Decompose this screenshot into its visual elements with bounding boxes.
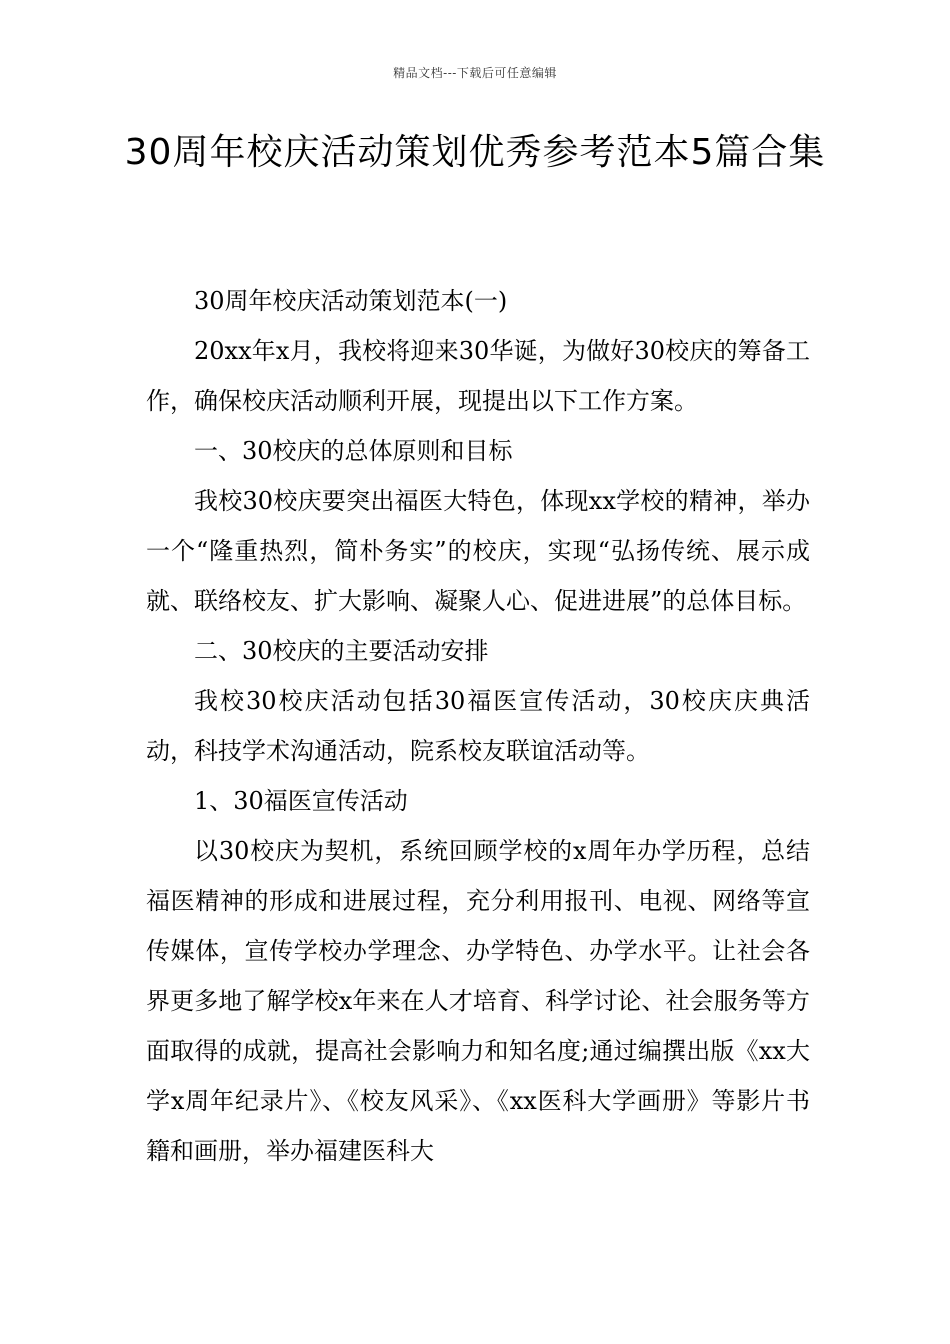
paragraph-section-heading: 30周年校庆活动策划范本(一): [194, 287, 508, 315]
document-body: [146, 276, 810, 1176]
paragraph: 我校30校庆要突出福医大特色，体现xx学校的精神，举办一个“隆重热烈，简朴务实”的校庆，实现“弘扬传统、展示成就、联络校友、扩大影响、凝聚人心、促进进展”的总体目标。: [146, 487, 810, 615]
paragraph: 20xx年x月，我校将迎来30华诞，为做好30校庆的筹备工作，确保校庆活动顺利开展，现提出以下工作方案。: [146, 337, 810, 415]
paragraph-heading: 二、30校庆的主要活动安排: [194, 637, 489, 665]
paragraph-heading: 一、30校庆的总体原则和目标: [194, 437, 513, 465]
paragraph: 我校30校庆活动包括30福医宣传活动，30校庆庆典活动，科技学术沟通活动，院系校友联谊活动等。: [146, 687, 810, 765]
paragraph: 以30校庆为契机，系统回顾学校的x周年办学历程，总结福医精神的形成和进展过程，充分利用报刊、电视、网络等宣传媒体，宣传学校办学理念、办学特色、办学水平。让社会各界更多地了解学校x年来在人才培育、科学讨论、社会服务等方面取得的成就，提高社会影响力和知名度;通过编撰出版《xx大学x周年纪录片》、《校友风采》、《xx医科大学画册》等影片书籍和画册，举办福建医科大: [146, 837, 810, 1165]
paragraph-heading: 1、30福医宣传活动: [194, 787, 408, 815]
page-header-watermark: 精品文档---下载后可任意编辑: [393, 66, 557, 80]
document-title: 30周年校庆活动策划优秀参考范本5篇合集: [124, 132, 826, 173]
